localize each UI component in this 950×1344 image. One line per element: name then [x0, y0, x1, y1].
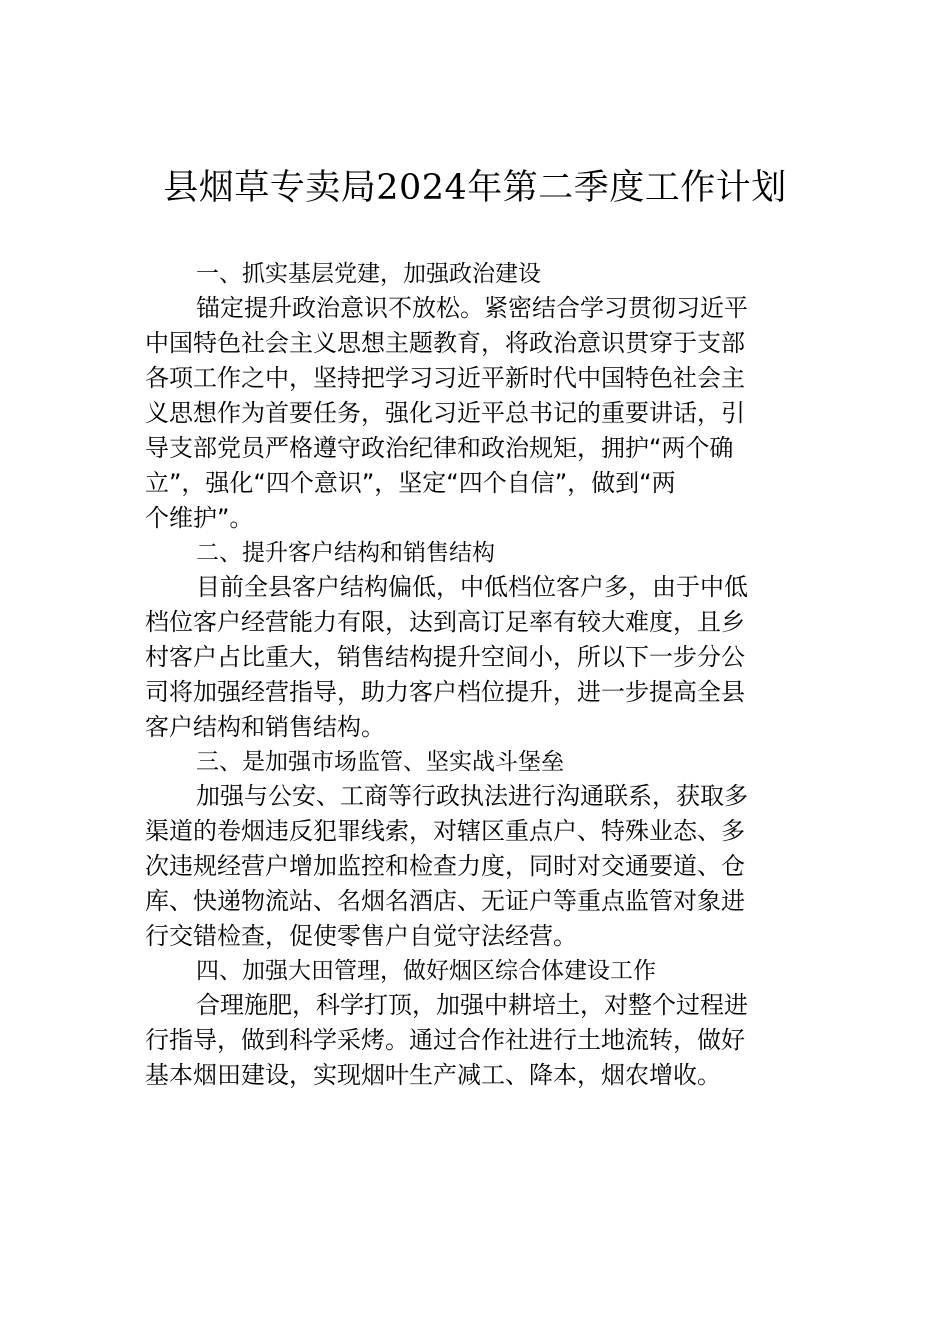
section-paragraph — [145, 988, 813, 1093]
paragraph-line: 义思想作为首要任务，强化习近平总书记的重要讲话，引 — [145, 399, 745, 427]
paragraph-line: 中国特色社会主义思想主题教育，将政治意识贯穿于支部 — [145, 329, 745, 357]
paragraph-line: 导支部党员严格遵守政治纪律和政治规矩，拥护“两个确 — [145, 434, 734, 462]
section-heading: 四、加强大田管理，做好烟区综合体建设工作 — [196, 958, 656, 984]
section-heading: 一、抓实基层党建，加强政治建设 — [196, 261, 541, 287]
paragraph-line: 客户结构和销售结构。 — [145, 713, 385, 741]
document-body — [145, 257, 813, 1093]
paragraph-line: 渠道的卷烟违反犯罪线索，对辖区重点户、特殊业态、多 — [145, 817, 745, 845]
paragraph-line: 库、快递物流站、名烟名酒店、无证户等重点监管对象进 — [145, 887, 745, 915]
section-heading: 二、提升客户结构和销售结构 — [196, 540, 495, 566]
paragraph-line: 目前全县客户结构偏低，中低档位客户多，由于中低 — [196, 573, 748, 601]
paragraph-line: 行指导，做到科学采烤。通过合作社进行土地流转，做好 — [145, 1026, 745, 1054]
document-title: 县烟草专卖局2024年第二季度工作计划 — [163, 168, 787, 208]
section-heading: 三、是加强市场监管、坚实战斗堡垒 — [196, 749, 564, 775]
paragraph-line: 次违规经营户增加监控和检查力度，同时对交通要道、仓 — [145, 852, 745, 880]
paragraph-line: 个维护”。 — [145, 504, 254, 532]
paragraph-line: 档位客户经营能力有限，达到高订足率有较大难度，且乡 — [145, 608, 745, 636]
section-paragraph — [145, 779, 813, 954]
paragraph-line: 各项工作之中，坚持把学习习近平新时代中国特色社会主 — [145, 364, 745, 392]
paragraph-line: 加强与公安、工商等行政执法进行沟通联系，获取多 — [196, 782, 748, 810]
section-paragraph — [145, 291, 813, 536]
paragraph-line: 村客户占比重大，销售结构提升空间小，所以下一步分公 — [145, 643, 745, 671]
paragraph-line: 行交错检查，促使零售户自觉守法经营。 — [145, 922, 577, 950]
paragraph-line: 合理施肥，科学打顶，加强中耕培土，对整个过程进 — [196, 991, 748, 1019]
paragraph-line: 司将加强经营指导，助力客户档位提升，进一步提高全县 — [145, 678, 745, 706]
paragraph-line: 锚定提升政治意识不放松。紧密结合学习贯彻习近平 — [196, 294, 748, 322]
section-paragraph — [145, 570, 813, 745]
paragraph-line: 立”，强化“四个意识”，坚定“四个自信”，做到“两 — [145, 469, 676, 497]
paragraph-line: 基本烟田建设，实现烟叶生产减工、降本，烟农增收。 — [145, 1061, 721, 1089]
